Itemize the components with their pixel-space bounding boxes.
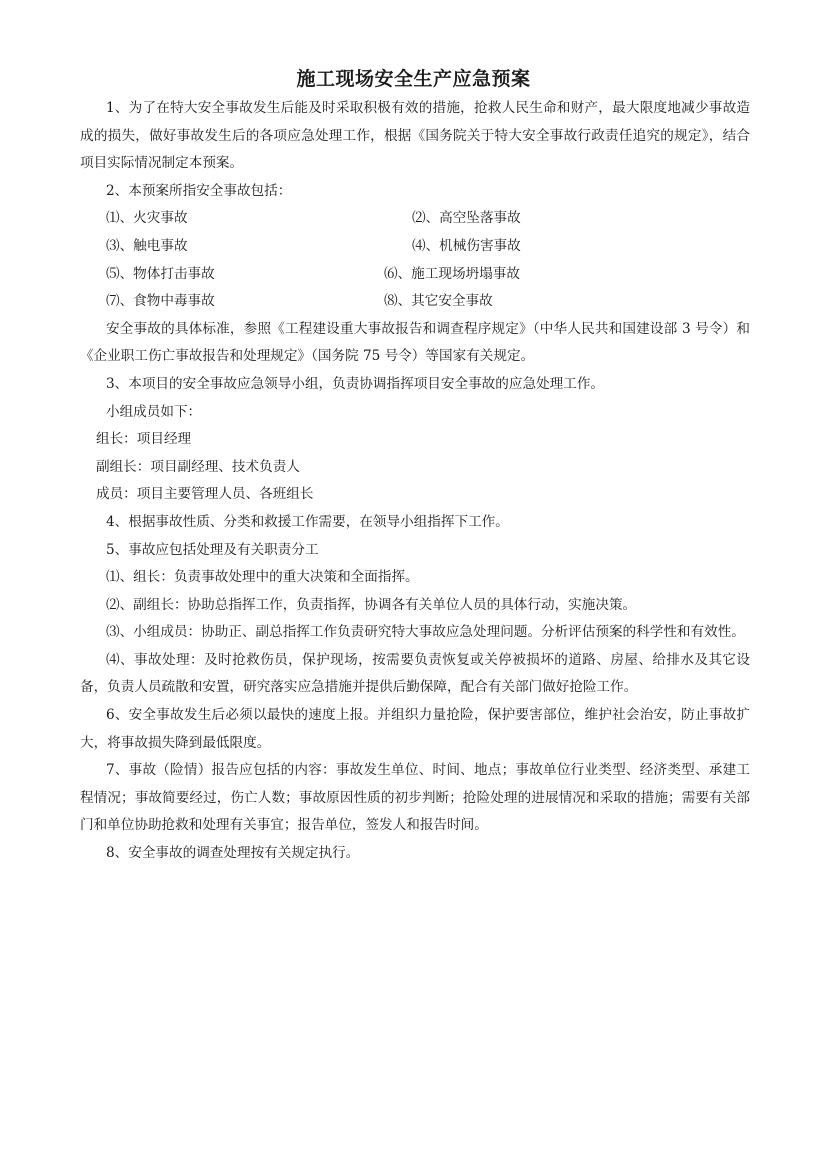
members-intro: 小组成员如下： bbox=[106, 403, 202, 420]
accident-item-6: ⑹、施工现场坍塌事故 bbox=[384, 265, 520, 282]
paragraph-5: 5、事故应包括处理及有关职责分工 bbox=[106, 541, 319, 558]
paragraph-6: 6、安全事故发生后必须以最快的速度上报。并组织力量抢险，保护要害部位，维护社会治安，防止事故扩大，将事故损失降到最低限度。 bbox=[80, 707, 750, 751]
accident-item-3: ⑶、触电事故 bbox=[106, 237, 188, 254]
accident-item-8: ⑻、其它安全事故 bbox=[384, 293, 493, 310]
accident-item-1: ⑴、火灾事故 bbox=[106, 210, 188, 227]
paragraph-2: 2、本预案所指安全事故包括： bbox=[106, 182, 292, 199]
duty-2: ⑵、副组长：协助总指挥工作，负责指挥，协调各有关单位人员的具体行动，实施决策。 bbox=[106, 596, 637, 613]
paragraph-standard: 安全事故的具体标准，参照《工程建设重大事故报告和调查程序规定》（中华人民共和国建设部 3 号令）和《企业职工伤亡事故报告和处理规定》（国务院 75 号令）等国家有关规定。 bbox=[80, 320, 750, 365]
paragraph-4: 4、根据事故性质、分类和救援工作需要，在领导小组指挥下工作。 bbox=[106, 513, 509, 530]
paragraph-1: 1、为了在特大安全事故发生后能及时采取积极有效的措施，抢救人民生命和财产，最大限度地减少事故造成的损失，做好事故发生后的各项应急处理工作，根据《国务院关于特大安全事故行政责任追究的规定》，结合项目实际情况制定本预案。 bbox=[80, 100, 750, 172]
accident-item-7: ⑺、食物中毒事故 bbox=[106, 293, 215, 310]
accident-item-4: ⑷、机械伤害事故 bbox=[412, 237, 521, 254]
document-title: 施工现场安全生产应急预案 bbox=[296, 68, 531, 90]
accident-row-3 bbox=[80, 261, 750, 289]
accident-row-1 bbox=[80, 205, 750, 233]
accident-item-5: ⑸、物体打击事故 bbox=[106, 265, 215, 282]
document-body bbox=[80, 95, 750, 868]
duty-4: ⑷、事故处理：及时抢救伤员，保护现场，按需要负责恢复或关停被损坏的道路、房屋、给排水及其它设备，负责人员疏散和安置，研究落实应急措施并提供后勤保障，配合有关部门做好抢险工作。 bbox=[80, 651, 750, 696]
accident-item-2: ⑵、高空坠落事故 bbox=[412, 210, 521, 227]
duty-1: ⑴、组长：负责事故处理中的重大决策和全面指挥。 bbox=[106, 569, 419, 586]
vice-leader-line: 副组长：项目副经理、技术负责人 bbox=[96, 458, 300, 475]
paragraph-7: 7、事故（险情）报告应包括的内容：事故发生单位、时间、地点；事故单位行业类型、经济类型、承建工程情况；事故简要经过，伤亡人数；事故原因性质的初步判断；抢险处理的进展情况和采取的措施；需要有关部门和单位协助抢救和处理有关事宜；报告单位，签发人和报告时间。 bbox=[80, 762, 750, 834]
duty-3: ⑶、小组成员：协助正、副总指挥工作负责研究特大事故应急处理问题。分析评估预案的科学性和有效性。 bbox=[106, 624, 745, 641]
members-line: 成员：项目主要管理人员、各班组长 bbox=[96, 486, 314, 503]
paragraph-8: 8、安全事故的调查处理按有关规定执行。 bbox=[106, 845, 360, 862]
accident-row-2 bbox=[80, 233, 750, 261]
accident-row-4 bbox=[80, 288, 750, 316]
leader-line: 组长：项目经理 bbox=[96, 431, 192, 448]
paragraph-3: 3、本项目的安全事故应急领导小组，负责协调指挥项目安全事故的应急处理工作。 bbox=[106, 375, 605, 392]
